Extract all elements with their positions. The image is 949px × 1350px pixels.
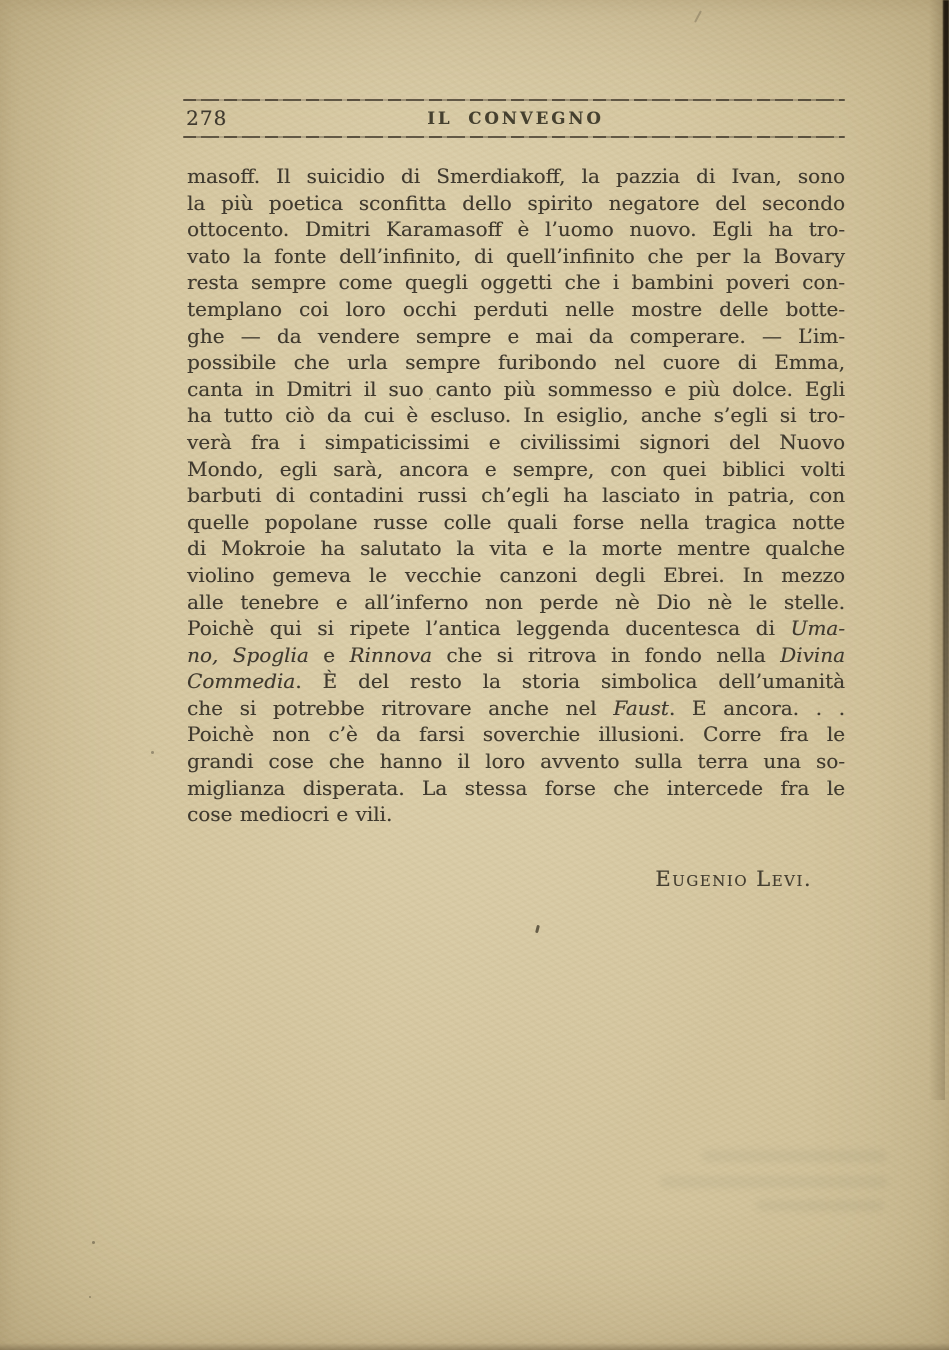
text-line: cose mediocri e vili.: [187, 802, 393, 827]
header-rule-top: [183, 99, 845, 101]
text-line: Commedia. È del resto la storia simbolica dell’umanità: [187, 669, 845, 694]
text-line: masoff. Il suicidio di Smerdiakoff, la pazzia di Ivan, sono: [187, 164, 845, 188]
text-line: violino gemeva le vecchie canzoni degli Ebrei. In mezzo: [187, 562, 845, 587]
text-line: di Mokroie ha salutato la vita e la morte mentre qualche: [187, 536, 845, 561]
text-line: no, Spoglia e Rinnova che si ritrova in fondo nella Divina: [187, 642, 846, 667]
text-line: la più poetica sconfitta dello spirito negatore del secondo: [187, 190, 845, 215]
text-line: templano coi loro occhi perduti nelle mostre delle botte-: [187, 296, 845, 321]
ink-bleed-through: [702, 1150, 887, 1162]
ink-bleed-through: [660, 1176, 888, 1188]
text-line: che si potrebbe ritrovare anche nel Faust. E ancora. . .: [187, 695, 845, 720]
scan-edge-soft-shadow: [929, 0, 945, 1100]
header-rule-bottom: [183, 136, 845, 138]
text-line: Poichè qui si ripete l’antica leggenda ducentesca di Uma-: [187, 616, 845, 641]
author-signature: Eugenio Levi.: [655, 867, 812, 891]
text-line: Poichè non c’è da farsi soverchie illusioni. Corre fra le: [187, 722, 845, 747]
ink-speck: [429, 398, 431, 400]
text-line: vato la fonte dell’infinito, di quell’infinito che per la Bovary: [187, 243, 845, 268]
ink-speck: [89, 1296, 91, 1298]
page-number: 278: [186, 106, 228, 130]
ink-speck: [535, 925, 540, 933]
text-line: Mondo, egli sarà, ancora e sempre, con quei biblici volti: [187, 456, 845, 481]
text-line: quelle popolane russe colle quali forse nella tragica notte: [187, 509, 845, 534]
text-line: resta sempre come quegli oggetti che i bambini poveri con-: [187, 270, 845, 295]
text-line: ottocento. Dmitri Karamasoff è l’uomo nuovo. Egli ha tro-: [187, 217, 845, 242]
scan-edge-shadow-bottom: [0, 1343, 949, 1350]
text-line: alle tenebre e all’inferno non perde nè Dio nè le stelle.: [187, 589, 845, 614]
body-text: [187, 163, 845, 828]
text-line: ghe — da vendere sempre e mai da comperare. — L’im-: [187, 323, 845, 348]
text-line: canta in Dmitri il suo canto più sommesso e più dolce. Egli: [187, 376, 845, 401]
ink-speck: [694, 10, 702, 22]
ink-speck: [151, 751, 154, 754]
text-line: possibile che urla sempre furibondo nel cuore di Emma,: [187, 350, 845, 375]
text-line: verà fra i simpaticissimi e civilissimi signori del Nuovo: [187, 429, 845, 454]
text-line: miglianza disperata. La stessa forse che intercede fra le: [187, 775, 845, 800]
text-line: ha tutto ciò da cui è escluso. In esiglio, anche s’egli si tro-: [187, 403, 845, 428]
text-line: grandi cose che hanno il loro avvento sulla terra una so-: [187, 749, 845, 774]
ink-speck: [92, 1241, 95, 1244]
journal-title: IL CONVEGNO: [427, 109, 604, 128]
text-line: barbuti di contadini russi ch’egli ha lasciato in patria, con: [187, 483, 845, 508]
ink-bleed-through: [756, 1200, 884, 1211]
